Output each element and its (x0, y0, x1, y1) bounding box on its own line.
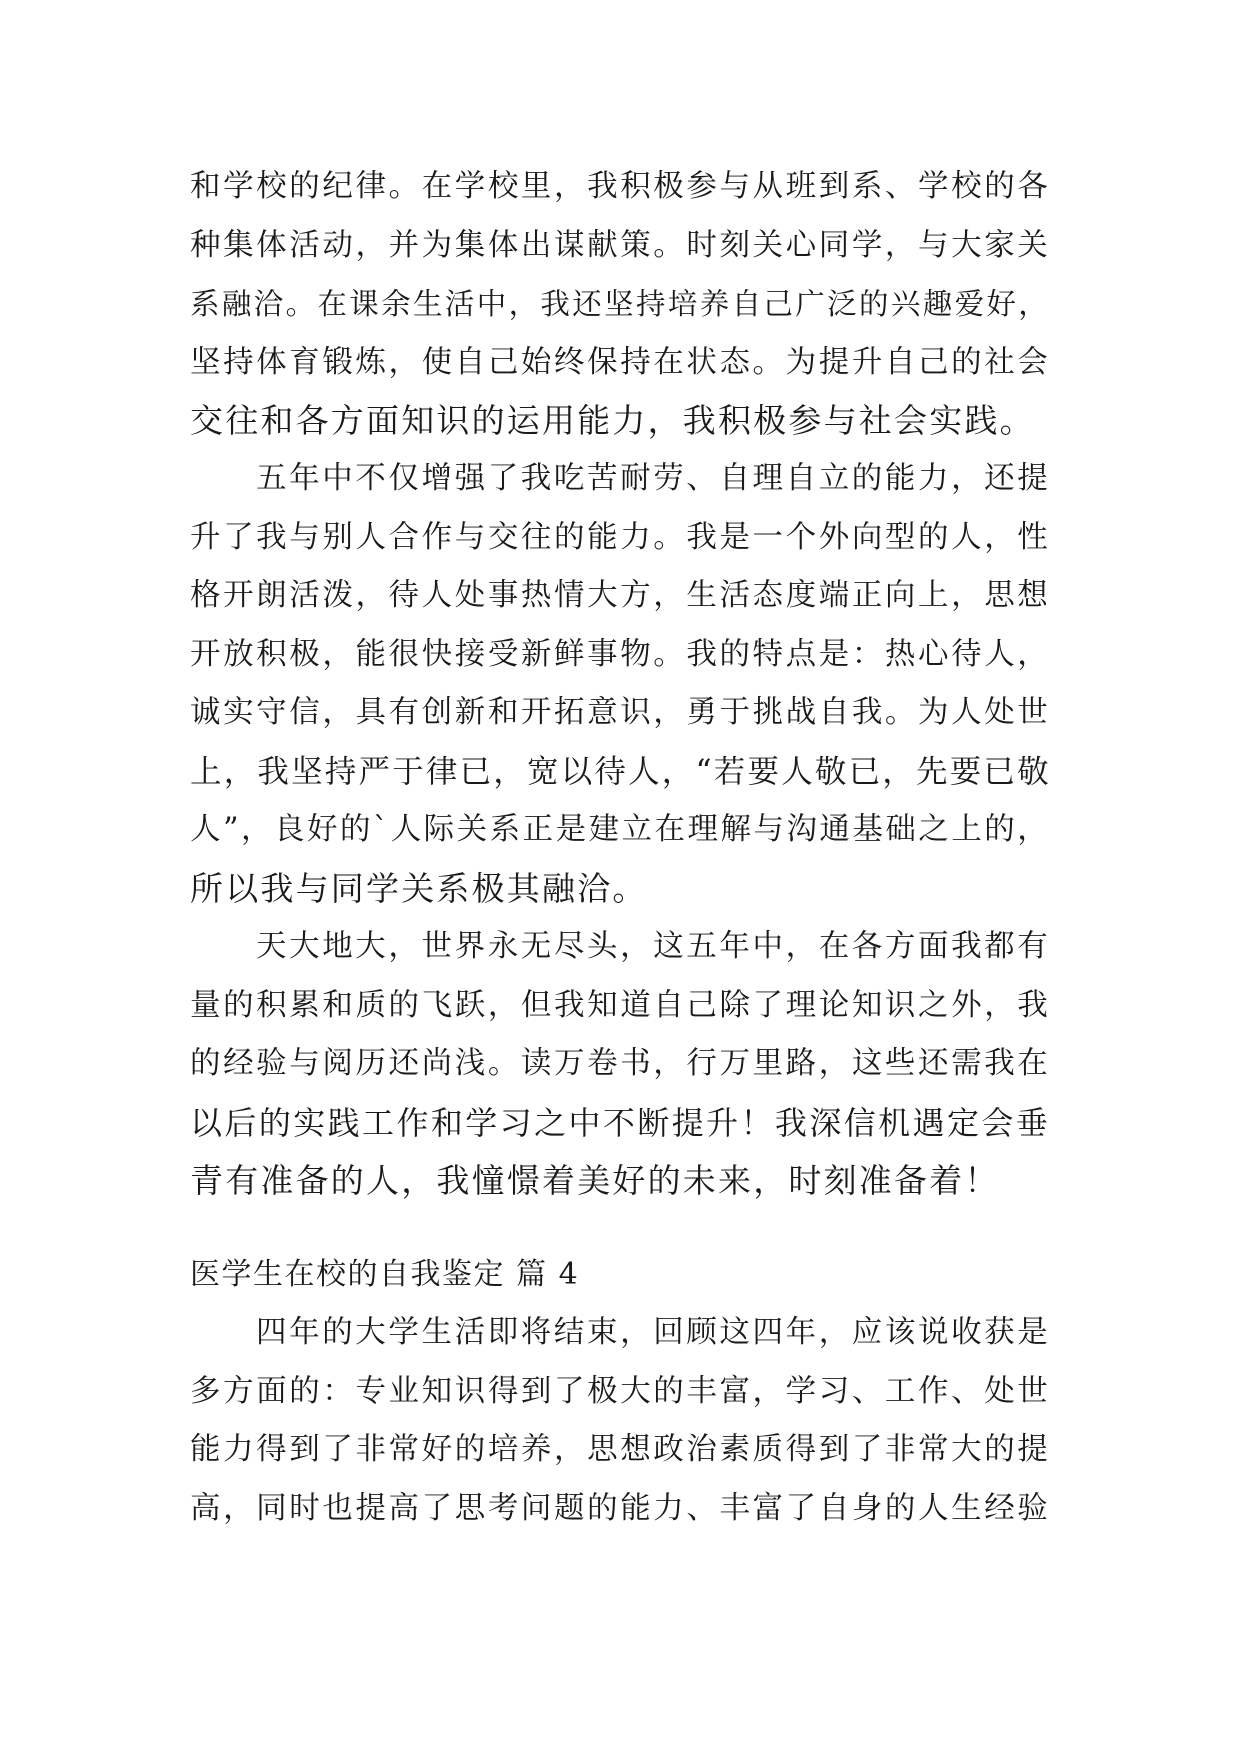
paragraph-line: 升了我与别人合作与交往的能力。我是一个外向型的人，性 (190, 519, 1050, 555)
paragraph-line: 格开朗活泼，待人处事热情大方，生活态度端正向上，思想 (190, 578, 1050, 613)
paragraph-2 (190, 450, 1050, 918)
paragraph-line: 种集体活动，并为集体出谋献策。时刻关心同学，与大家关 (190, 227, 1050, 263)
paragraph-line: 以后的实践工作和学习之中不断提升！我深信机遇定会垂 (190, 1103, 1050, 1142)
paragraph-line: 能力得到了非常好的培养，思想政治素质得到了非常大的提 (190, 1432, 1050, 1467)
paragraph-4 (190, 1304, 1050, 1538)
paragraph-line: 坚持体育锻炼，使自己始终保持在状态。为提升自己的社会 (190, 344, 1050, 380)
paragraph-line: 所以我与同学关系极其融洽。 (190, 868, 648, 908)
paragraph-line: 青有准备的人，我憧憬着美好的未来，时刻准备着！ (190, 1161, 1000, 1200)
paragraph-line: 系融洽。在课余生活中，我还坚持培养自己广泛的兴趣爱好， (190, 287, 1050, 321)
paragraph-line: 上，我坚持严于律已，宽以待人，“若要人敬已，先要已敬 (190, 753, 1051, 790)
paragraph-line: 开放积极，能很快接受新鲜事物。我的特点是：热心待人， (190, 636, 1050, 672)
paragraph-line: 的经验与阅历还尚浅。读万卷书，行万里路，这些还需我在 (190, 1046, 1050, 1081)
paragraph-line: 五年中不仅增强了我吃苦耐劳、自理自立的能力，还提 (256, 461, 1050, 496)
paragraph-line: 高，同时也提高了思考问题的能力、丰富了自身的人生经验 (190, 1490, 1050, 1526)
paragraph-line: 量的积累和质的飞跃，但我知道自己除了理论知识之外，我 (190, 987, 1050, 1023)
paragraph-line: 交往和各方面知识的运用能力，我积极参与社会实践。 (190, 401, 1035, 440)
paragraph-line: 多方面的：专业知识得到了极大的丰富，学习、工作、处世 (190, 1373, 1050, 1409)
paragraph-1 (190, 158, 1050, 451)
paragraph-line: 天大地大，世界永无尽头，这五年中，在各方面我都有 (256, 929, 1050, 964)
paragraph-line: 人”，良好的`人际关系正是建立在理解与沟通基础之上的， (190, 812, 1050, 847)
paragraph-3 (190, 918, 1050, 1211)
section-heading: 医学生在校的自我鉴定 篇 4 (190, 1257, 580, 1292)
paragraph-line: 和学校的纪律。在学校里，我积极参与从班到系、学校的各 (190, 169, 1050, 204)
paragraph-line: 诚实守信，具有创新和开拓意识，勇于挑战自我。为人处世 (190, 695, 1050, 730)
paragraph-line: 四年的大学生活即将结束，回顾这四年，应该说收获是 (256, 1315, 1050, 1350)
